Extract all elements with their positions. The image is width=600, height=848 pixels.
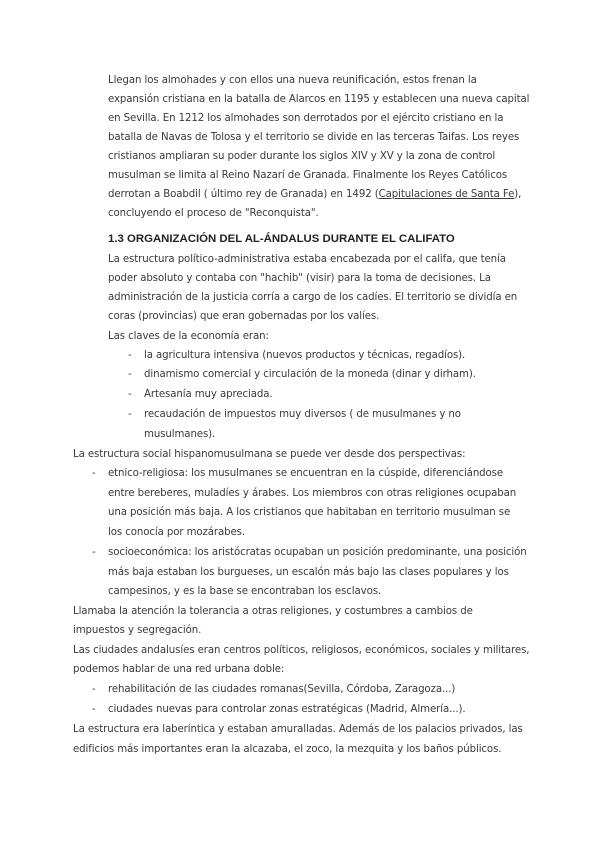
- list-dash: -: [128, 350, 132, 361]
- paragraph-line: Llamaba la atención la tolerancia a otras religiones, y costumbres a cambios de: [73, 606, 473, 617]
- paragraph-line: [108, 188, 521, 202]
- paragraph-text: derrotan a Boabdil ( último rey de Granada) en 1492 (: [108, 189, 379, 200]
- list-dash: -: [92, 468, 96, 479]
- list-item: rehabilitación de las ciudades romanas(Sevilla, Córdoba, Zaragoza...): [108, 684, 456, 695]
- list-dash: -: [92, 684, 96, 695]
- social-intro: La estructura social hispanomusulmana se puede ver desde dos perspectivas:: [73, 449, 466, 460]
- list-item: ciudades nuevas para controlar zonas estratégicas (Madrid, Almería...).: [108, 704, 466, 715]
- list-item: etnico-religiosa: los musulmanes se encuentran en la cúspide, diferenciándose: [108, 468, 504, 479]
- list-dash: -: [92, 704, 96, 715]
- list-item-continuation: más baja estaban los burgueses, un escalón más bajo las clases populares y los: [108, 567, 509, 578]
- paragraph-line: batalla de Navas de Tolosa y el territorio se divide en las terceras Taifas. Los reyes: [108, 132, 520, 143]
- list-item: la agricultura intensiva (nuevos productos y técnicas, regadíos).: [144, 350, 466, 361]
- paragraph-line: Llegan los almohades y con ellos una nueva reunificación, estos frenan la: [108, 75, 477, 86]
- paragraph-line: concluyendo el proceso de "Reconquista".: [108, 208, 319, 219]
- economy-intro: Las claves de la economía eran:: [108, 331, 269, 342]
- paragraph-line: cristianos ampliaran su poder durante los siglos XIV y XV y la zona de control: [108, 151, 496, 162]
- list-item: dinamismo comercial y circulación de la moneda (dinar y dirham).: [144, 369, 476, 380]
- paragraph-line: podemos hablar de una red urbana doble:: [73, 664, 285, 675]
- paragraph-text: ),: [514, 189, 522, 200]
- paragraph-line: La estructura era laberíntica y estaban amuralladas. Además de los palacios privados, las: [73, 724, 523, 735]
- list-item-continuation: una posición más baja. A los cristianos que habitaban en territorio musulman se: [108, 507, 511, 518]
- list-item-continuation: campesinos, y es la base se encontraban los esclavos.: [108, 586, 382, 597]
- list-dash: -: [128, 409, 132, 420]
- section-heading: 1.3 ORGANIZACIÓN DEL AL-ÁNDALUS DURANTE EL CALIFATO: [108, 233, 455, 245]
- list-item-continuation: musulmanes).: [144, 429, 216, 440]
- list-item-continuation: entre bereberes, muladíes y árabes. Los miembros con otras religiones ocupaban: [108, 488, 517, 499]
- list-dash: -: [128, 389, 132, 400]
- list-item-continuation: los conocía por mozárabes.: [108, 527, 246, 538]
- list-dash: -: [128, 369, 132, 380]
- paragraph-line: poder absoluto y contaba con "hachib" (visir) para la toma de decisiones. La: [108, 273, 491, 284]
- paragraph-line: en Sevilla. En 1212 los almohades son derrotados por el ejército cristiano en la: [108, 113, 504, 124]
- paragraph-line: Las ciudades andalusíes eran centros políticos, religiosos, económicos, sociales y militares,: [73, 645, 530, 656]
- paragraph-line: musulman se limita al Reino Nazarí de Granada. Finalmente los Reyes Católicos: [108, 170, 508, 181]
- paragraph-line: coras (provincias) que eran gobernadas por los valíes.: [108, 311, 380, 322]
- list-item: Artesanía muy apreciada.: [144, 389, 273, 400]
- capitulaciones-link[interactable]: Capitulaciones de Santa Fe: [378, 189, 515, 200]
- paragraph-line: La estructura político-administrativa estaba encabezada por el califa, que tenía: [108, 254, 506, 265]
- list-dash: -: [92, 547, 96, 558]
- list-item: recaudación de impuestos muy diversos ( de musulmanes y no: [144, 409, 461, 420]
- paragraph-line: administración de la justicia corría a cargo de los cadíes. El territorio se dividía en: [108, 292, 518, 303]
- paragraph-line: expansión cristiana en la batalla de Alarcos en 1195 y establecen una nueva capital: [108, 94, 530, 105]
- paragraph-line: edificios más importantes eran la alcazaba, el zoco, la mezquita y los baños públicos.: [73, 744, 502, 755]
- paragraph-line: impuestos y segregación.: [73, 625, 202, 636]
- list-item: socioeconómica: los aristócratas ocupaban un posición predominante, una posición: [108, 547, 527, 558]
